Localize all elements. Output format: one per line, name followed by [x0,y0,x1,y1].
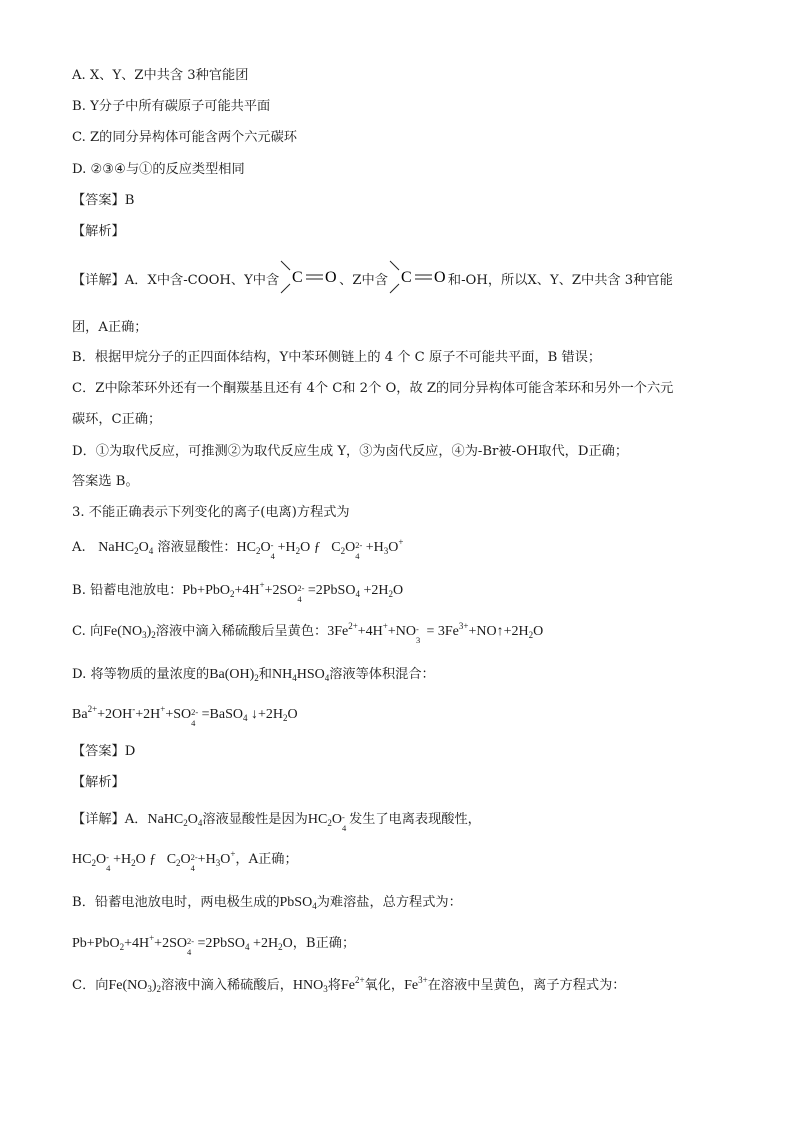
option-a: A. X、Y、Z中共含 3种官能团 [72,68,249,83]
svg-text:O: O [325,269,337,286]
analysis-label: 【解析】 [72,224,125,239]
svg-text:C: C [292,269,303,286]
option-b: B. Y分子中所有碳原子可能共平面 [72,99,271,114]
detail-d: D．①为取代反应，可推测②为取代反应生成 Y，③为卤代反应，④为-Br被-OH取代，D正确； [72,444,629,459]
q3-detail-a: 【详解】A．$NaHC_2O_4$溶液显酸性是因为$HC_2O$ - 4 发生了电离表现酸性， [72,812,481,833]
carbonyl-structure-z [388,268,448,288]
answer-value: B [124,193,135,208]
detail-conclusion: 答案选 B。 [72,474,139,489]
q3-option-a: A. $NaHC_2O_4$ 溶液显酸性：$HC_2O$ - 4 $+H_2O$ ƒ $C_2O$ 2- 4 $+H_3O^+$ [72,537,404,561]
q3-answer-line: 【答案】D [72,744,136,759]
detail-c-line2: 碳环，C正确； [72,412,162,427]
q3-detail-c: C．向$Fe(NO_3)_2$溶液中滴入稀硫酸后，$HNO_3$将$Fe^{2+}$氧化，$Fe^{3+}$在溶液中呈黄色，离子方程式为： [72,975,626,994]
q3-option-d-equation: $Ba^{2+}+2OH^-+2H^++SO$ 2- 4 =BaSO$_4$ $↓+2H_2O$ [72,704,298,728]
answer-line [72,191,134,211]
q3-option-d: D. 将等物质的量浓度的$Ba(OH)_2$和$NH_4HSO_4$溶液等体积混合： [72,667,435,683]
q3-analysis-label: 【解析】 [72,775,125,790]
q3-stem: 3. 不能正确表示下列变化的离子(电离)方程式为 [72,505,350,520]
carbonyl-structure-y [279,268,339,288]
option-c: C. Z的同分异构体可能含两个六元碳环 [72,130,297,145]
option-d: D. ②③④与①的反应类型相同 [72,162,245,177]
answer-label: 【答案】 [72,193,125,208]
q3-detail-b-equation: Pb+PbO$_2$+4H++2SO 2- 4 =2PbSO$_4$ $+2H_2O$，B正确； [72,933,356,957]
q3-detail-b: B．铅蓄电池放电时，两电极生成的PbSO$_4$为难溶盐，总方程式为： [72,895,462,911]
q3-option-b: B. 铅蓄电池放电：Pb+PbO$_2$+4H++2SO 2- 4 =2PbSO$_4$ $+2H_2O$ [72,580,404,604]
detail-c-line1: C．Z中除苯环外还有一个酮羰基且还有 4个 C和 2个 O，故 Z的同分异构体可能含苯环和另外一个六元 [72,381,674,396]
svg-text:O: O [433,269,446,286]
svg-text:C: C [400,269,412,286]
q3-detail-a-equation: $HC_2O$ - 4 $+H_2O$ ƒ $C_2O$ 2- 4 $+H_3O^+$，A正确； [72,849,298,873]
q3-option-c: C. 向$Fe(NO_3)_2$溶液中滴入稀硫酸后呈黄色：$3Fe^{2+}+4H^++NO$ - 3 = $3Fe^{3+}+NO↑+2H_2O$ [72,621,544,645]
detail-a-line2: 团，A正确； [72,320,148,335]
detail-b: B．根据甲烷分子的正四面体结构，Y中苯环侧链上的 4 个 C 原子不可能共平面，B 错误； [72,350,602,365]
detail-a-line: 【详解】A．X中含-COOH、Y中含 C O 、Z中含 C O 和-OH，所以X、Y、Z中共含 3种官能 [72,268,673,291]
detail-label: 【详解】 [72,273,125,288]
